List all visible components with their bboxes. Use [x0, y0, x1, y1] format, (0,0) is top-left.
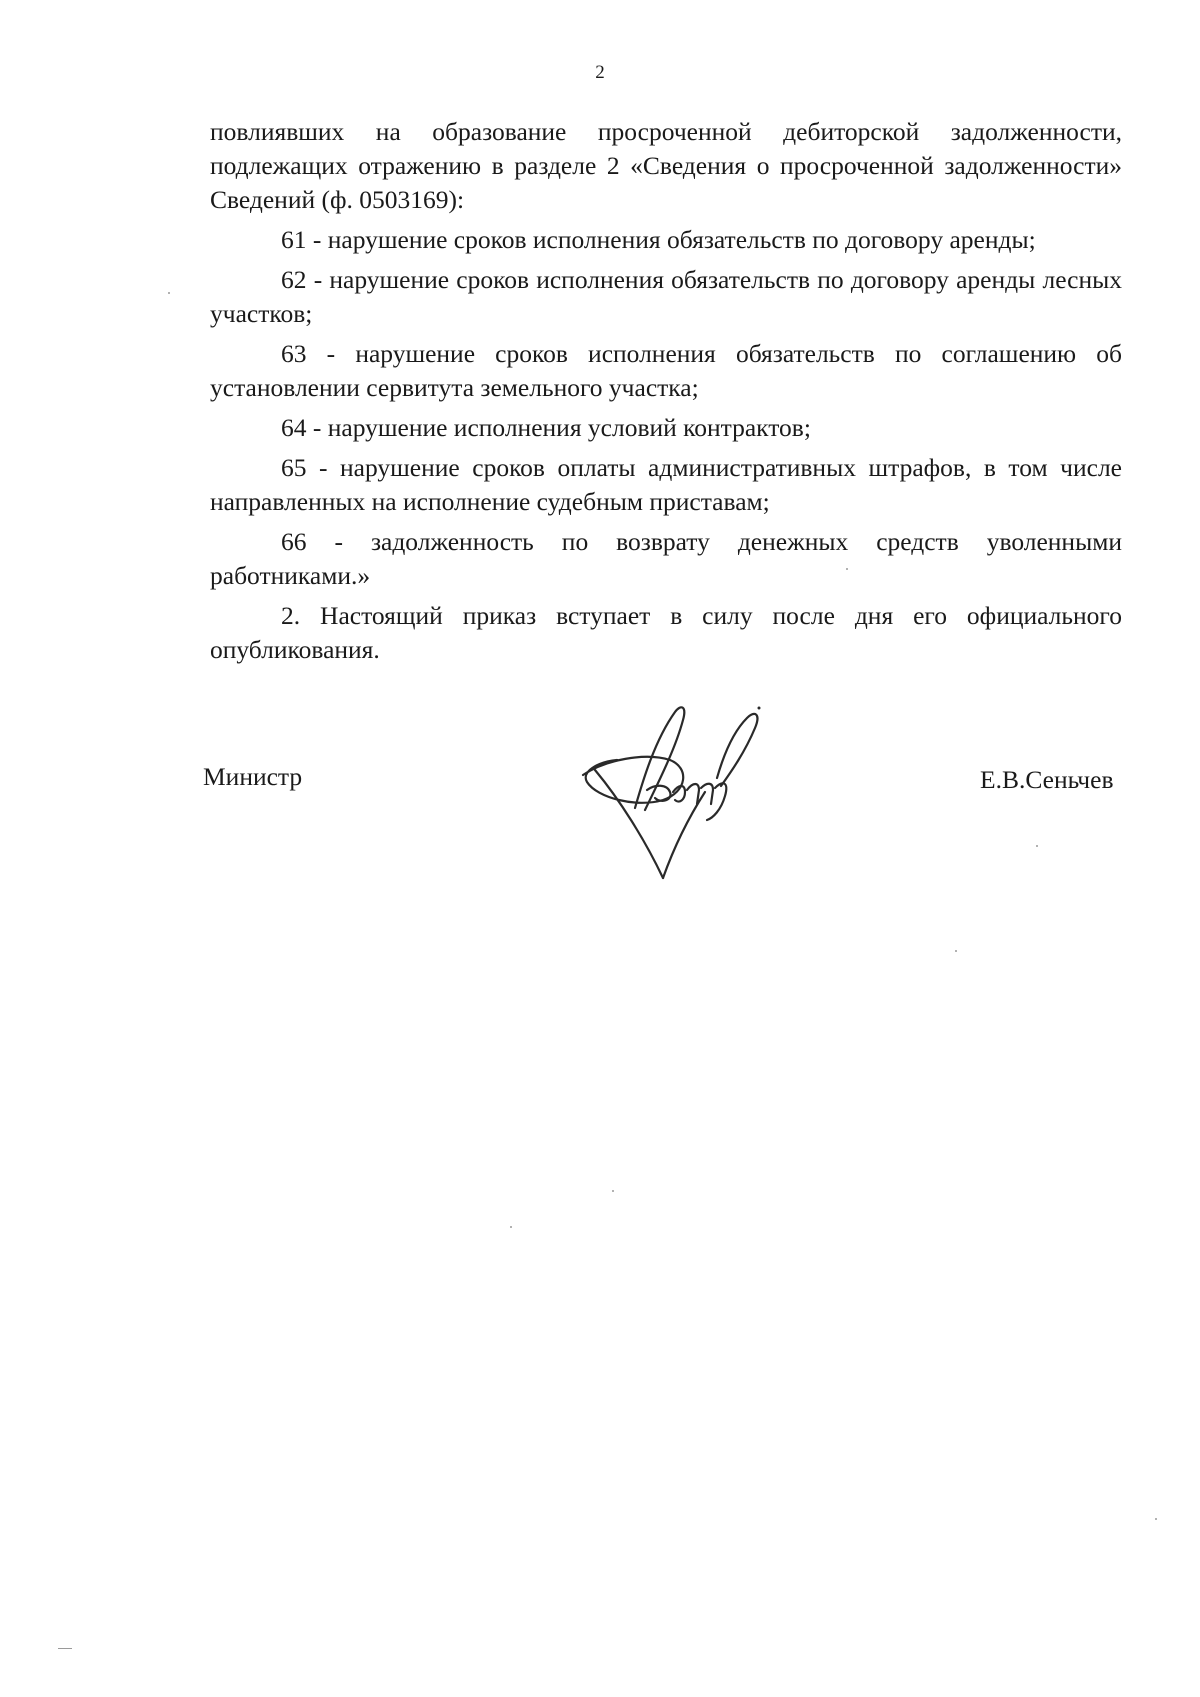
scan-speck	[168, 292, 170, 294]
paragraph-item-64: 64 - нарушение исполнения условий контрактов;	[281, 413, 811, 442]
signatory-name: Е.В.Сеньчев	[980, 765, 1114, 794]
paragraph-item-65: 65 - нарушение сроков оплаты административных штрафов, в том числе направленных на исполнение судебным приставам;	[210, 453, 1122, 516]
signatory-role: Министр	[203, 762, 303, 791]
scan-speck	[58, 1648, 72, 1649]
paragraph-effective-date: 2. Настоящий приказ вступает в силу после дня его официального опубликования.	[210, 601, 1122, 664]
scan-speck	[612, 1190, 614, 1192]
paragraph-item-63: 63 - нарушение сроков исполнения обязательств по соглашению об установлении сервитута земельного участка;	[210, 339, 1122, 402]
paragraph-item-62: 62 - нарушение сроков исполнения обязательств по договору аренды лесных участков;	[210, 265, 1122, 328]
scan-speck	[846, 568, 848, 570]
paragraph-item-66: 66 - задолженность по возврату денежных средств уволенными работниками.»	[210, 527, 1122, 590]
handwritten-signature	[575, 700, 775, 885]
scan-speck	[510, 1226, 512, 1228]
paragraph-intro: повлиявших на образование просроченной дебиторской задолженности, подлежащих отражению в разделе 2 «Сведения о просроченной задолженности» Сведений (ф. 0503169):	[210, 117, 1122, 214]
scan-speck	[1036, 845, 1038, 847]
scan-speck	[1155, 1518, 1157, 1520]
paragraph-item-61: 61 - нарушение сроков исполнения обязательств по договору аренды;	[281, 225, 1036, 254]
scan-speck	[955, 950, 957, 952]
document-body	[210, 115, 1122, 673]
page-number: 2	[595, 62, 605, 83]
